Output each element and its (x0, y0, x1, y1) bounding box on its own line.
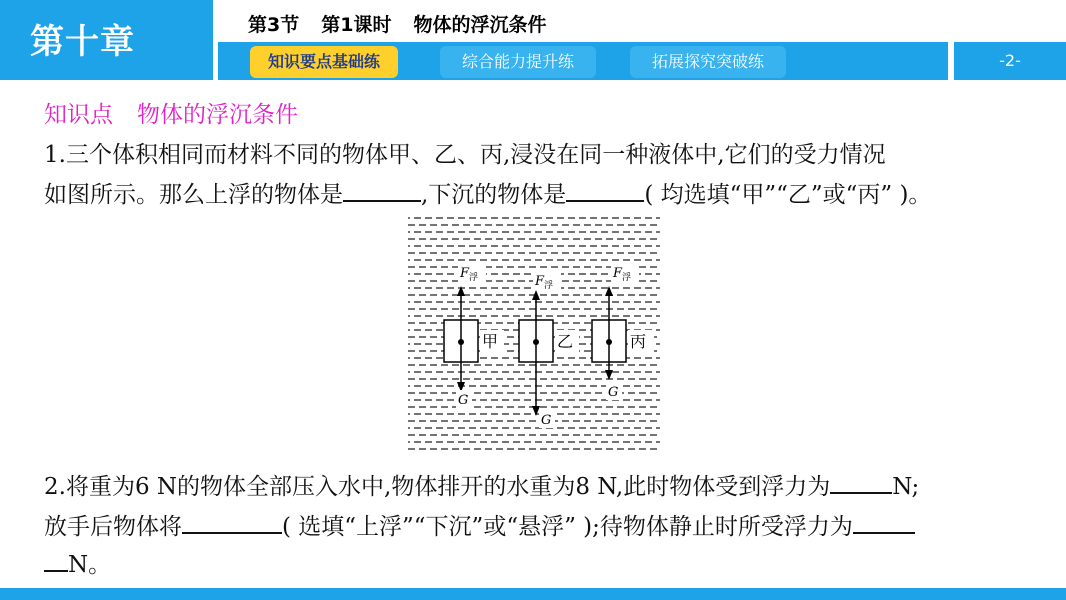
gravity-label-yi: G (541, 413, 552, 428)
section-label: 知识点 (44, 102, 113, 128)
q2-line2: 放手后物体将 ( 选填“上浮”“下沉”或“悬浮” );待物体静止时所受浮力为 (44, 508, 915, 541)
page-number: -2- (999, 51, 1021, 70)
page-box (954, 42, 1066, 80)
tab-ability-improvement[interactable]: 综合能力提升练 (440, 46, 596, 78)
section-number: 第3节 (248, 14, 300, 36)
lesson-number: 第1课时 (321, 14, 392, 36)
section-title: 物体的浮沉条件 (137, 102, 298, 128)
section-heading (44, 96, 322, 129)
answer-blank-rising[interactable] (343, 180, 421, 202)
chapter-block (0, 0, 213, 80)
answer-blank-sinking[interactable] (566, 180, 644, 202)
lesson-header (248, 10, 568, 37)
q1-line2: 如图所示。那么上浮的物体是 ,下沉的物体是 ( 均选填“甲”“乙”或“丙” )。 (44, 182, 932, 208)
label-bing: 丙 (630, 332, 647, 351)
tab-extension-exploration[interactable]: 拓展探究突破练 (630, 46, 786, 78)
q2-line1: 2.将重为6 N的物体全部压入水中,物体排开的水重为8 N,此时物体受到浮力为 N; (44, 474, 920, 500)
answer-blank-motion[interactable] (182, 512, 282, 534)
lesson-title: 物体的浮沉条件 (413, 14, 547, 36)
answer-blank-final-buoyancy[interactable] (853, 512, 915, 534)
gravity-label-jia: G (458, 393, 469, 408)
bottom-bar (0, 588, 1066, 600)
force-diagram (408, 214, 660, 454)
tab-bar (218, 42, 948, 80)
label-jia: 甲 (482, 332, 499, 351)
label-yi: 乙 (557, 332, 574, 351)
tab-basic-practice[interactable]: 知识要点基础练 (250, 46, 398, 78)
buoyancy-label-yi: $F_浮$ (535, 274, 554, 291)
buoyancy-label-bing: $F_浮$ (613, 266, 632, 283)
q1-line1: 1.三个体积相同而材料不同的物体甲、乙、丙,浸没在同一种液体中,它们的受力情况 (44, 142, 886, 168)
gravity-label-bing: G (608, 385, 619, 400)
q2-line3: N。 (44, 546, 111, 579)
chapter-title: 第十章 (30, 22, 135, 62)
buoyancy-label-jia: $F_浮$ (460, 266, 479, 283)
answer-blank-buoyancy[interactable] (830, 472, 892, 494)
